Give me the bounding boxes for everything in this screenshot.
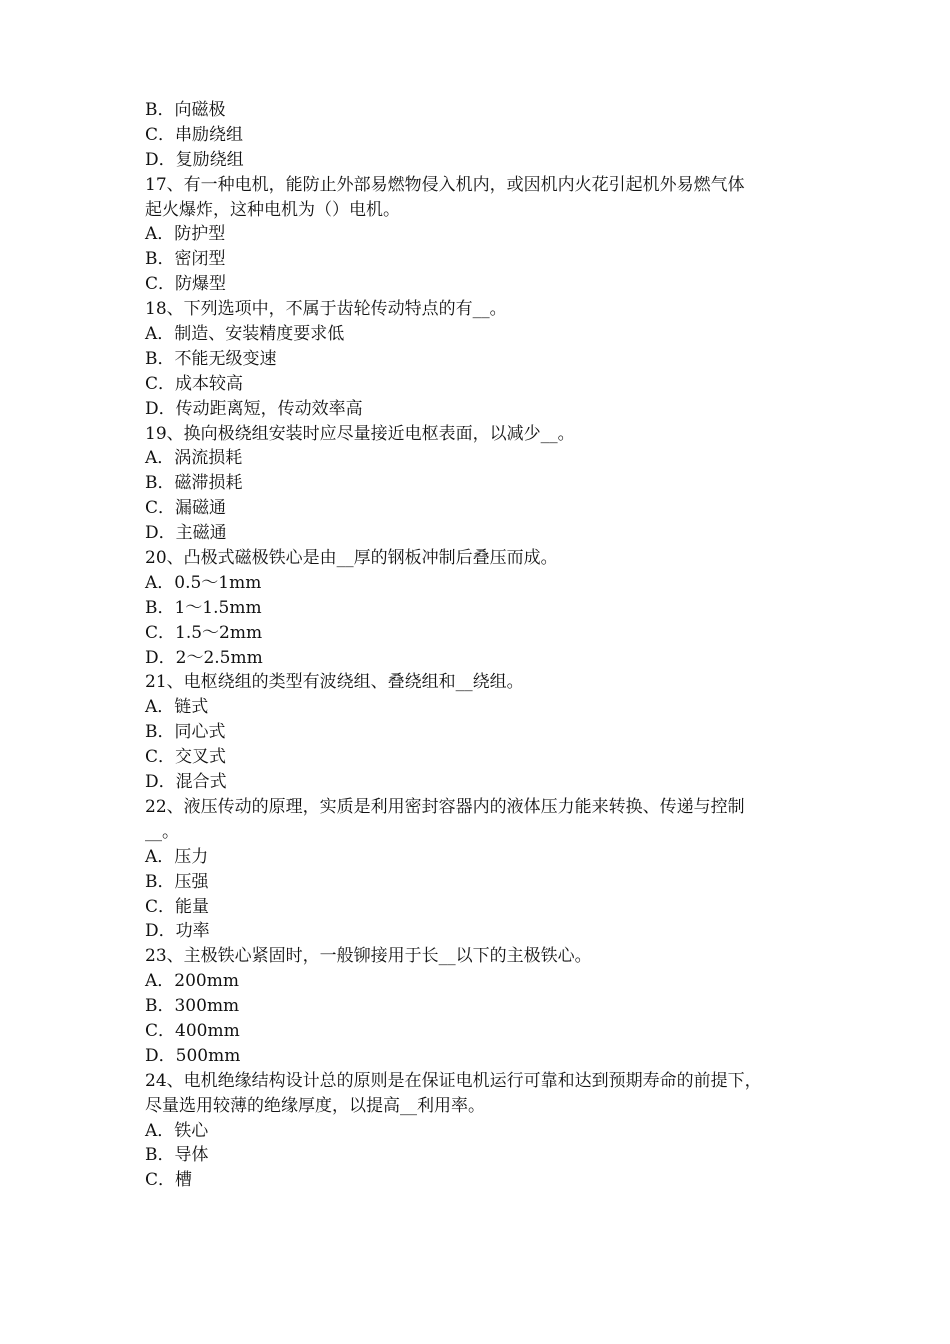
option-line: B．向磁极 [145,100,226,120]
option-line: D．500mm [145,1045,241,1066]
question-18: 18、下列选项中，不属于齿轮传动特点的有__。 [145,299,507,320]
question-17-line-2: 起火爆炸，这种电机为（）电机。 [145,199,400,220]
option-line: A．压力 [145,846,209,867]
option-line: C．1.5～2mm [145,622,263,643]
option-line: A．制造、安装精度要求低 [145,324,345,345]
option-line: D．主磁通 [145,523,227,544]
option-line: C．成本较高 [145,373,244,394]
option-line: B．密闭型 [145,249,226,270]
question-17-line-1: 17、有一种电机，能防止外部易燃物侵入机内，或因机内火花引起机外易燃气体 [145,174,745,195]
option-line: B．不能无级变速 [145,348,277,369]
question-20: 20、凸极式磁极铁心是由__厚的钢板冲制后叠压而成。 [145,548,558,569]
option-line: B．磁滞损耗 [145,473,243,494]
question-23: 23、主极铁心紧固时，一般铆接用于长__以下的主极铁心。 [145,946,592,967]
question-24-line-1: 24、电机绝缘结构设计总的原则是在保证电机运行可靠和达到预期寿命的前提下， [145,1070,762,1091]
question-24-line-2: 尽量选用较薄的绝缘厚度，以提高__利用率。 [145,1095,485,1116]
option-line: C．串励绕组 [145,124,244,145]
option-line: B．300mm [145,996,240,1017]
question-19: 19、换向极绕组安装时应尽量接近电枢表面，以减少__。 [145,423,575,444]
option-line: B．1～1.5mm [145,597,262,618]
question-21: 21、电枢绕组的类型有波绕组、叠绕组和__绕组。 [145,672,524,693]
option-line: C．漏磁通 [145,498,227,519]
option-line: C．防爆型 [145,274,227,295]
question-22-line-2: __。 [145,821,179,842]
option-line: A．0.5～1mm [145,572,262,593]
option-line: C．槽 [145,1170,193,1191]
option-line: D．混合式 [145,772,227,793]
option-line: A．涡流损耗 [145,448,243,469]
option-line: B．导体 [145,1145,209,1166]
question-22-line-1: 22、液压传动的原理，实质是利用密封容器内的液体压力能来转换、传递与控制 [145,796,745,817]
option-line: A．链式 [145,697,209,718]
option-line: D．传动距离短，传动效率高 [145,398,363,419]
option-line: D．复励绕组 [145,149,244,170]
option-line: D．2～2.5mm [145,647,263,668]
option-line: A．防护型 [145,224,226,245]
document-body [145,98,825,1193]
option-line: A．200mm [145,971,239,992]
option-line: D．功率 [145,921,210,942]
option-line: C．能量 [145,896,210,917]
option-line: C．400mm [145,1020,240,1041]
option-line: A．铁心 [145,1120,209,1141]
option-line: B．压强 [145,871,209,892]
option-line: C．交叉式 [145,747,227,768]
option-line: B．同心式 [145,722,226,743]
